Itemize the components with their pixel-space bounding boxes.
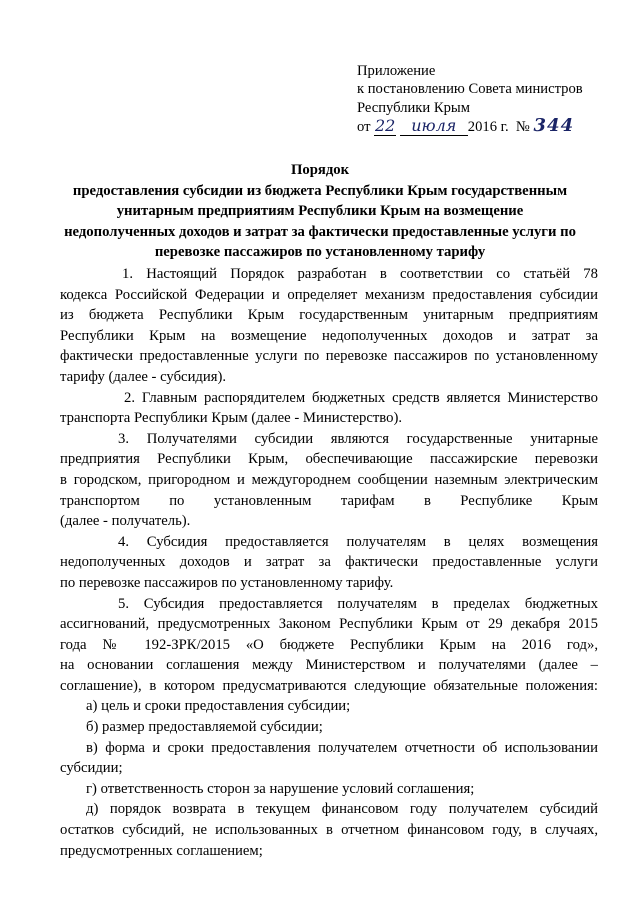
paragraph-1-line: Республики Крым на возмещение недополученных доходов и затрат за	[60, 327, 598, 344]
paragraph-5-line: ассигнований, предусмотренных Законом Республики Крым от 29 декабря 2015	[60, 616, 598, 633]
paragraph-1-line: кодекса Российской Федерации и определяет механизм предоставления субсидии	[60, 286, 598, 303]
title-heading: Порядок	[290, 162, 350, 178]
paragraph-5-line: соглашение), в котором предусматриваются следующие обязательные положения:	[60, 677, 598, 694]
appendix-date-line	[357, 114, 583, 136]
paragraph-4-line: по перевозке пассажиров по установленному тарифу.	[60, 574, 394, 591]
paragraph-3-line: транспортом по установленным тарифам в Республике Крым	[60, 492, 598, 509]
list-item-d-line: предусмотренных соглашением;	[60, 842, 263, 859]
list-item-d-line: остатков субсидий, не использованных в отчетном финансовом году, в случаях,	[60, 822, 598, 839]
paragraph-5-line: на основании соглашения между Министерством и получателями (далее –	[60, 657, 598, 674]
title-line: предоставления субсидии из бюджета Республики Крым государственным	[72, 182, 568, 199]
handwritten-day: 22	[374, 115, 396, 135]
list-item-g: г) ответственность сторон за нарушение условий соглашения;	[86, 780, 475, 797]
paragraph-4-line: недополученных доходов и затрат за фактически предоставленные услуги	[60, 554, 598, 571]
paragraph-1-line: тарифу (далее - субсидия).	[60, 368, 227, 385]
paragraph-1-line: фактически предоставленные услуги по перевозке пассажиров по установленному	[60, 348, 598, 365]
paragraph-2-line: 2. Главным распорядителем бюджетных средств является Министерство	[124, 389, 598, 406]
title-line: унитарным предприятиям Республики Крым на возмещение	[116, 203, 524, 219]
number-sign: №	[515, 118, 530, 135]
appendix-header	[357, 62, 583, 136]
document-body	[60, 264, 598, 861]
appendix-line-republic: Республики Крым	[357, 99, 470, 116]
paragraph-3-line: 3. Получателями субсидии являются государственные унитарные	[118, 430, 598, 447]
paragraph-1-line: 1. Настоящий Порядок разработан в соответствии со статьёй 78	[122, 266, 598, 282]
list-item-b: б) размер предоставляемой субсидии;	[86, 719, 323, 736]
appendix-title: Приложение	[357, 63, 436, 79]
paragraph-1-line: из бюджета Республики Крым государственным унитарным предприятиям	[60, 307, 598, 324]
list-item-a: а) цель и сроки предоставления субсидии;	[86, 698, 351, 715]
paragraph-3-line: предприятия Республики Крым, обеспечивающие пассажирские перевозки	[60, 451, 598, 468]
appendix-line-decree: к постановлению Совета министров	[357, 81, 583, 98]
list-item-d-line: д) порядок возврата в текущем финансовом году получателем субсидий	[86, 801, 598, 818]
paragraph-2-line: транспорта Республики Крым (далее - Министерство).	[60, 410, 403, 427]
document-title	[40, 160, 600, 263]
year-text: 2016 г.	[467, 118, 509, 135]
paragraph-4-line: 4. Субсидия предоставляется получателям в целях возмещения	[118, 533, 598, 550]
paragraph-3-line: (далее - получатель).	[60, 513, 191, 530]
paragraph-3-line: в городском, пригородном и междугороднем сообщении наземным электрическим	[60, 471, 598, 488]
list-item-v-line: субсидии;	[60, 760, 123, 777]
from-prefix: от	[357, 118, 371, 135]
title-line: перевозке пассажиров по установленному тарифу	[154, 244, 486, 260]
paragraph-5-line: 5. Субсидия предоставляется получателям в пределах бюджетных	[118, 595, 598, 612]
paragraph-5-line: года № 192-ЗРК/2015 «О бюджете Республики Крым на 2016 год»,	[60, 636, 598, 653]
handwritten-month: июля	[400, 117, 468, 136]
title-line: недополученных доходов и затрат за фактически предоставленные услуги по	[64, 223, 576, 240]
handwritten-number: 344	[533, 114, 575, 136]
list-item-v-line: в) форма и сроки предоставления получателем отчетности об использовании	[86, 739, 598, 756]
